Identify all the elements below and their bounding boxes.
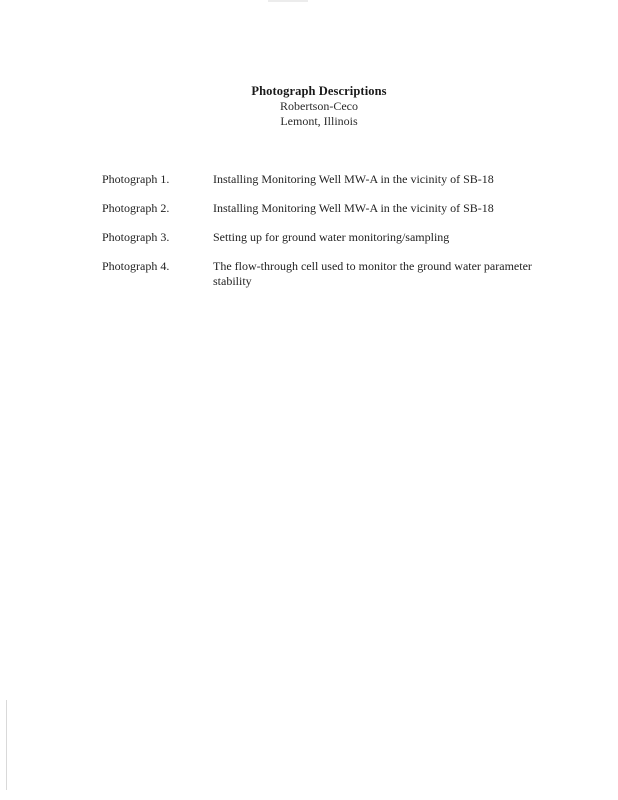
- list-item: [102, 259, 562, 288]
- scan-margin-line: [6, 700, 7, 790]
- list-item: [102, 201, 562, 216]
- photograph-label: Photograph 2.: [102, 201, 170, 215]
- photograph-label: Photograph 4.: [102, 259, 170, 273]
- document-header: [0, 84, 618, 129]
- photograph-description: Installing Monitoring Well MW-A in the vicinity of SB-18: [213, 172, 494, 186]
- photograph-label: Photograph 1.: [102, 172, 170, 186]
- scan-artifact: [268, 0, 308, 2]
- photograph-description: The flow-through cell used to monitor the ground water parameter stability: [213, 259, 532, 288]
- list-item: [102, 230, 562, 245]
- location: Lemont, Illinois: [280, 114, 358, 128]
- photograph-description: Setting up for ground water monitoring/sampling: [213, 230, 450, 244]
- photograph-description: Installing Monitoring Well MW-A in the vicinity of SB-18: [213, 201, 494, 215]
- list-item: [102, 172, 562, 187]
- photograph-label: Photograph 3.: [102, 230, 170, 244]
- company-name: Robertson-Ceco: [280, 99, 358, 113]
- photograph-list: [102, 172, 562, 303]
- document-title: Photograph Descriptions: [251, 84, 387, 98]
